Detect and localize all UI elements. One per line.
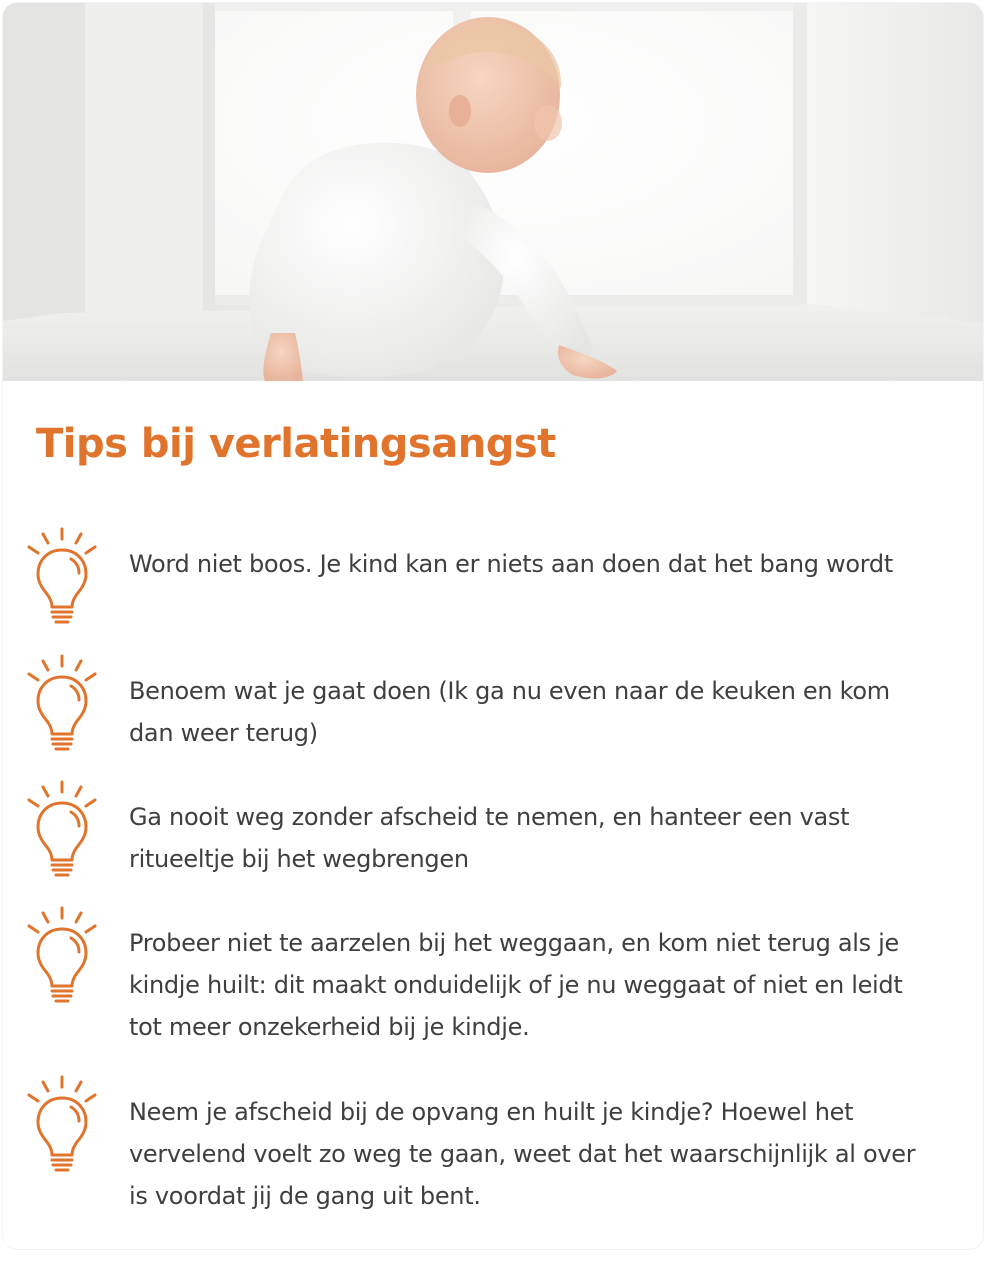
lightbulb-icon	[23, 904, 101, 1004]
page-title: Tips bij verlatingsangst	[36, 421, 556, 467]
lightbulb-icon	[23, 525, 101, 625]
tips-card	[3, 3, 983, 1249]
tips-list	[3, 3, 983, 1249]
lightbulb-icon	[23, 1073, 101, 1173]
tip-text: Benoem wat je gaat doen (Ik ga nu even naar de keuken en kom dan weer terug)	[129, 677, 890, 747]
tip-text: Word niet boos. Je kind kan er niets aan doen dat het bang wordt	[129, 550, 893, 578]
tip-text: Ga nooit weg zonder afscheid te nemen, en hanteer een vast ritueeltje bij het wegbrengen	[129, 803, 850, 873]
lightbulb-icon	[23, 778, 101, 878]
lightbulb-icon	[23, 652, 101, 752]
tip-text: Neem je afscheid bij de opvang en huilt je kindje? Hoewel het vervelend voelt zo weg te gaan, weet dat het waarschijnlijk al over is voordat jij de gang uit bent.	[129, 1098, 916, 1210]
tip-text: Probeer niet te aarzelen bij het weggaan, en kom niet terug als je kindje huilt: dit maakt onduidelijk of je nu weggaat of niet en leidt tot meer onzekerheid bij je kindje.	[129, 929, 903, 1041]
